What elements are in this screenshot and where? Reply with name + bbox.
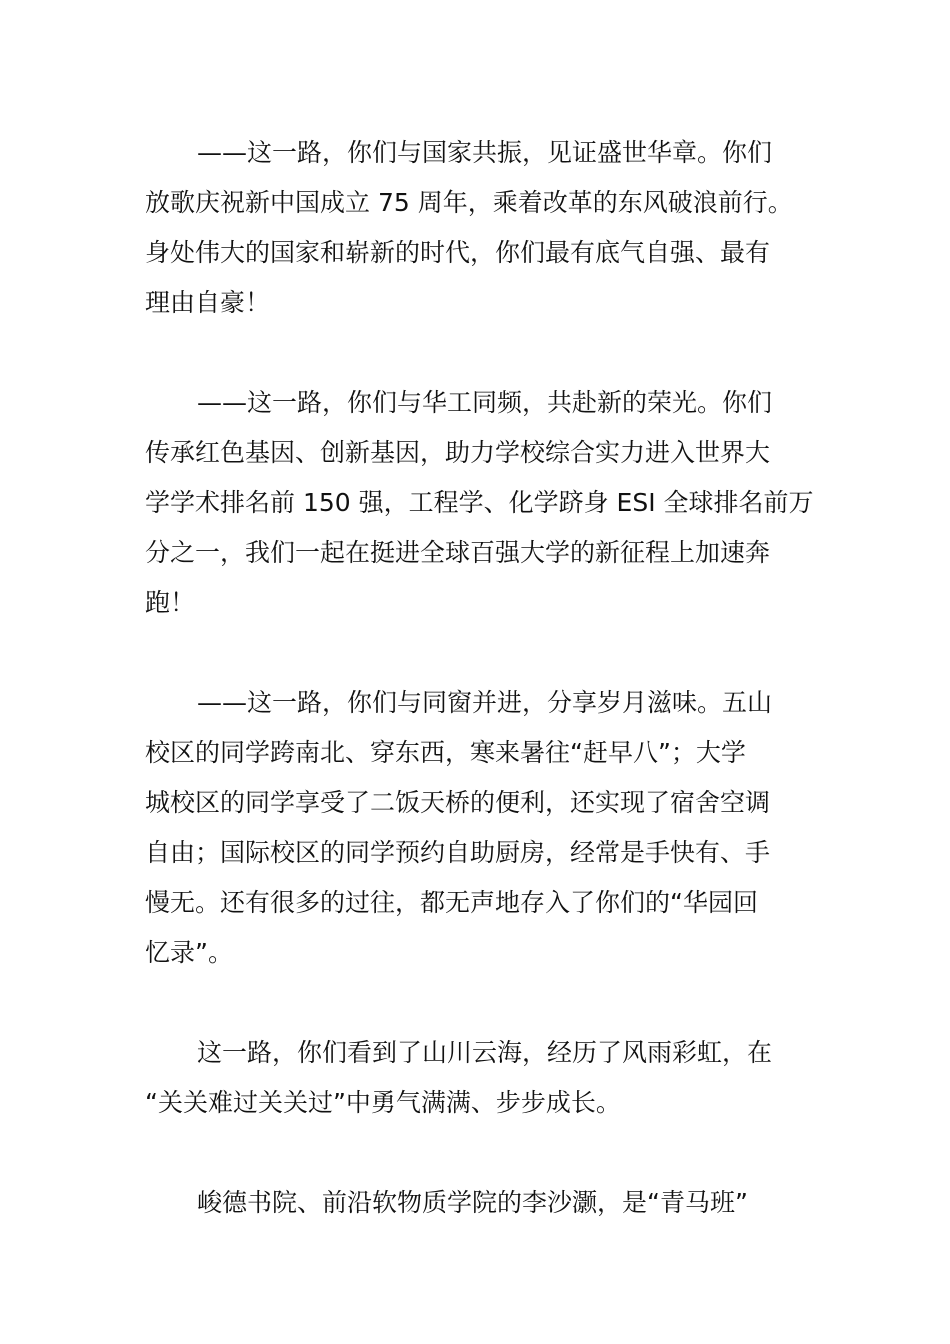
text-line: “关关难过关关过”中勇气满满、步步成长。 [145, 1088, 621, 1117]
text-line: ——这一路，你们与国家共振，见证盛世华章。你们 [197, 138, 773, 167]
text-line: 身处伟大的国家和崭新的时代，你们最有底气自强、最有 [145, 238, 771, 267]
text-line: 自由；国际校区的同学预约自助厨房，经常是手快有、手 [145, 838, 771, 867]
text-line: 放歌庆祝新中国成立 75 周年，乘着改革的东风破浪前行。 [145, 188, 793, 217]
text-line: 城校区的同学享受了二饭天桥的便利，还实现了宿舍空调 [145, 788, 771, 817]
text-line: 传承红色基因、创新基因，助力学校综合实力进入世界大 [145, 438, 771, 467]
paragraph-3 [145, 678, 810, 978]
text-line: 峻德书院、前沿软物质学院的李沙灏，是“青马班” [197, 1188, 748, 1217]
text-line: 慢无。还有很多的过往，都无声地存入了你们的“华园回 [145, 888, 758, 917]
paragraph-5 [145, 1178, 810, 1228]
paragraph-4 [145, 1028, 810, 1128]
paragraph-1 [145, 128, 810, 328]
text-line: ——这一路，你们与华工同频，共赴新的荣光。你们 [197, 388, 773, 417]
text-line: 跑！ [145, 588, 196, 617]
document-body [145, 128, 814, 1278]
paragraph-2 [145, 378, 814, 628]
text-line: 这一路，你们看到了山川云海，经历了风雨彩虹，在 [197, 1038, 773, 1067]
text-line: 分之一，我们一起在挺进全球百强大学的新征程上加速奔 [145, 538, 771, 567]
text-line: 学学术排名前 150 强，工程学、化学跻身 ESI 全球排名前万 [145, 488, 814, 517]
text-line: 理由自豪！ [145, 288, 271, 317]
text-line: 忆录”。 [145, 938, 233, 967]
text-line: ——这一路，你们与同窗并进，分享岁月滋味。五山 [197, 688, 773, 717]
text-line: 校区的同学跨南北、穿东西，寒来暑往“赶早八”；大学 [145, 738, 746, 767]
